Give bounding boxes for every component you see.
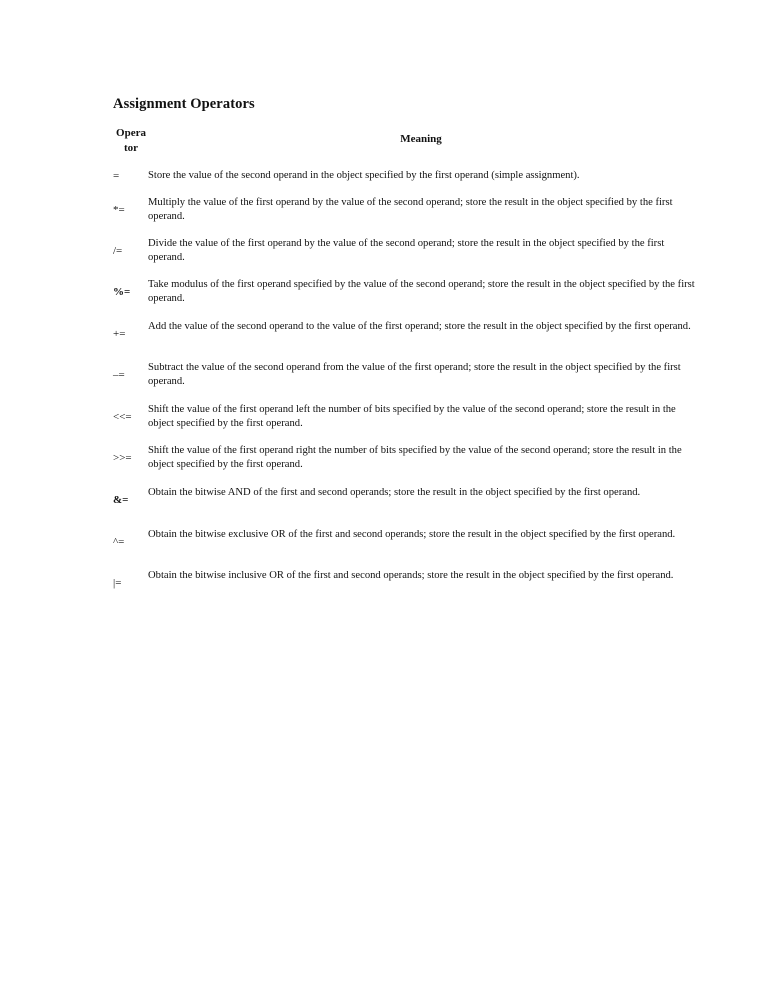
operator-cell: *=	[113, 204, 125, 216]
operator-cell: –=	[113, 369, 125, 381]
meaning-cell: Shift the value of the first operand right the number of bits specified by the value of the second operand; store the result in the object specified by the first operand.	[148, 445, 682, 470]
meaning-cell: Divide the value of the first operand by the value of the second operand; store the result in the object specified by the first operand.	[148, 238, 665, 263]
operator-cell: >>=	[113, 452, 132, 464]
operator-cell: =	[113, 170, 120, 182]
meaning-cell: Add the value of the second operand to the value of the first operand; store the result in the object specified by the first operand.	[148, 321, 691, 332]
meaning-cell: Store the value of the second operand in the object specified by the first operand (simple assignment).	[148, 170, 580, 181]
column-header-meaning: Meaning	[400, 133, 442, 145]
operator-cell: /=	[113, 245, 123, 257]
meaning-cell: Obtain the bitwise AND of the first and second operands; store the result in the object specified by the first operand.	[148, 487, 641, 498]
operator-cell: |=	[113, 577, 122, 589]
column-header-operator-line2: tor	[123, 142, 139, 154]
column-header-operator	[113, 126, 149, 156]
meaning-cell: Subtract the value of the second operand from the value of the first operand; store the result in the object specified by the first operand.	[148, 362, 681, 387]
meaning-cell: Obtain the bitwise exclusive OR of the first and second operands; store the result in the object specified by the first operand.	[148, 529, 676, 540]
meaning-cell: Shift the value of the first operand left the number of bits specified by the value of the second operand; store the result in the object specified by the first operand.	[148, 404, 676, 429]
operator-cell: ^=	[113, 536, 125, 548]
meaning-cell: Multiply the value of the first operand by the value of the second operand; store the result in the object specified by the first operand.	[148, 197, 673, 222]
meaning-cell: Obtain the bitwise inclusive OR of the first and second operands; store the result in the object specified by the first operand.	[148, 570, 674, 581]
operator-cell: +=	[113, 328, 126, 340]
meaning-cell: Take modulus of the first operand specified by the value of the second operand; store the result in the object specified by the first operand.	[148, 279, 695, 304]
operator-cell: %=	[113, 286, 131, 298]
document-title: Assignment Operators	[113, 96, 255, 112]
column-header-operator-line1: Opera	[116, 127, 146, 139]
operator-cell: <<=	[113, 411, 132, 423]
operator-cell: &=	[113, 494, 129, 506]
